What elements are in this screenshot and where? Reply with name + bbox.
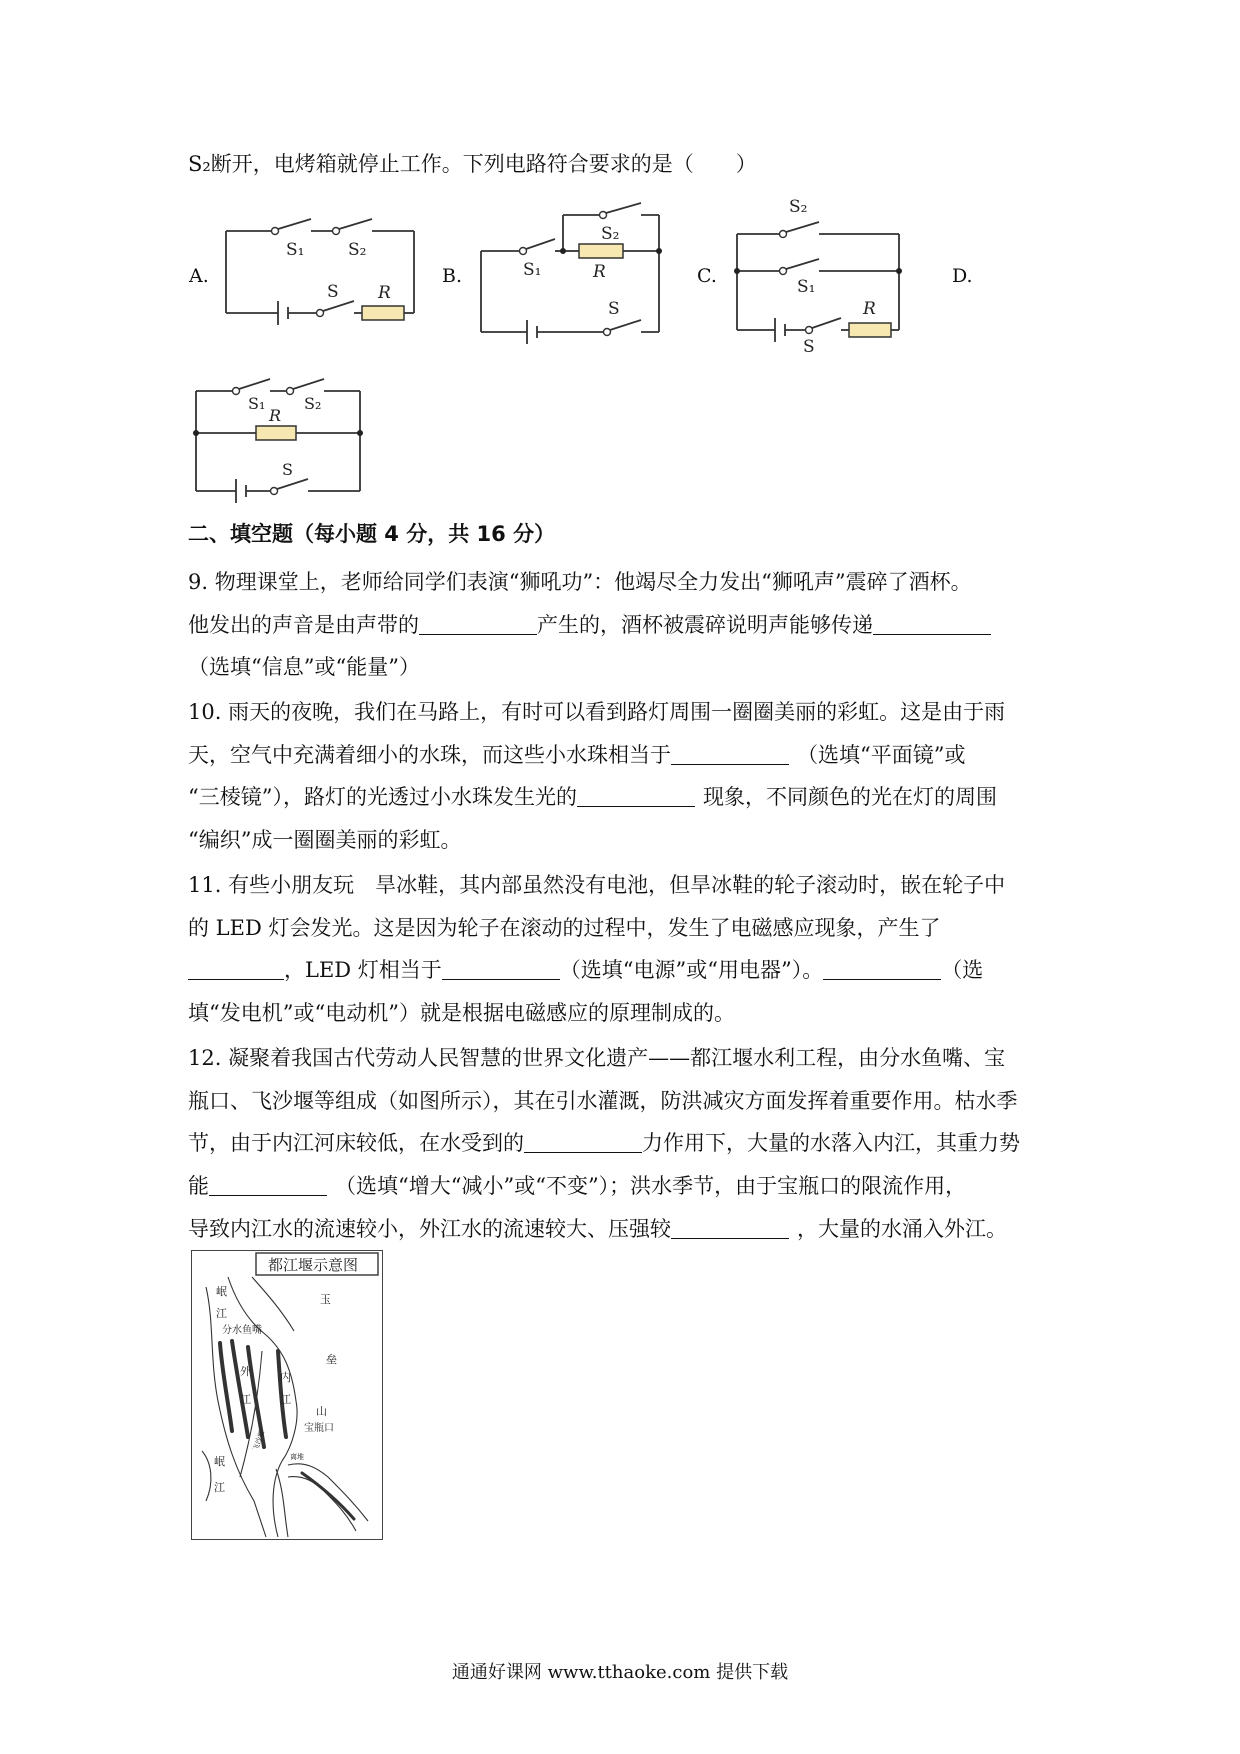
q12-blank-3[interactable] [671, 1216, 789, 1239]
q9-blank-1[interactable] [419, 612, 537, 635]
circuit-d-s1-label: S₁ [248, 394, 266, 413]
question-8-tail: S₂断开，电烤箱就停止工作。下列电路符合要求的是（ ） [188, 152, 757, 176]
circuit-diagram-c [731, 196, 931, 356]
circuit-a-s-label: S [327, 282, 339, 302]
q10-blank-2[interactable] [577, 784, 695, 807]
q12-text-f: ，大量的水涌入外江。 [797, 1217, 1007, 1241]
q12-line-5 [188, 1214, 1007, 1244]
q11-line-2: 的 LED 灯会发光。这是因为轮子在滚动的过程中，发生了电磁感应现象，产生了 [188, 916, 941, 940]
q9-text-a: 他发出的声音是由声带的 [188, 613, 419, 637]
q11-blank-1[interactable] [188, 957, 284, 980]
q11-text-c: （选 [941, 958, 984, 982]
circuit-d-r-label: R [269, 406, 282, 425]
option-d-label: D. [952, 265, 973, 287]
q11-line-4: 填“发电机”或“电动机”）就是根据电磁感应的原理制成的。 [188, 1001, 735, 1025]
q12-line-2: 瓶口、飞沙堰等组成（如图所示），其在引水灌溉，防洪减灾方面发挥着重要作用。枯水季 [188, 1089, 1018, 1113]
q12-blank-2[interactable] [209, 1173, 327, 1196]
q10-line-3 [188, 782, 997, 812]
option-c-label: C. [697, 265, 717, 287]
map-label-baoping: 宝瓶口 [304, 1423, 334, 1434]
dujiangyan-map [191, 1250, 383, 1540]
map-label-nei: 内 [280, 1371, 291, 1384]
q9-text-b: 产生的，酒杯被震碎说明声能够传递 [537, 613, 873, 637]
circuit-c-s1-label: S₁ [797, 277, 816, 297]
q12-text-b: 力作用下，大量的水落入内江，其重力势 [642, 1131, 1020, 1155]
q11-line-3 [188, 955, 983, 985]
q12-text-a: 节，由于内江河床较低，在水受到的 [188, 1131, 524, 1155]
circuit-diagram-d [192, 375, 372, 505]
circuit-a-s1-label: S₁ [286, 240, 305, 260]
q10-text-b: （选填“平面镜”或 [797, 743, 966, 767]
map-label-shan: 山 [316, 1405, 327, 1418]
map-label-feisha: 飞沙堰 [251, 1429, 267, 1453]
map-label-jiang-top: 江 [216, 1307, 227, 1320]
q12-text-e: 导致内江水的流速较小，外江水的流速较大、压强较 [188, 1217, 671, 1241]
q10-line-1: 10. 雨天的夜晚，我们在马路上，有时可以看到路灯周围一圈圈美丽的彩虹。这是由于雨 [188, 700, 1006, 724]
q12-text-c: 能 [188, 1174, 209, 1198]
map-label-yu: 玉 [320, 1293, 331, 1306]
q10-line-2 [188, 740, 965, 770]
circuit-a-s2-label: S₂ [348, 240, 367, 260]
q11-blank-2[interactable] [442, 957, 560, 980]
circuit-diagram-a [220, 205, 420, 335]
q12-line-1: 12. 凝聚着我国古代劳动人民智慧的世界文化遗产——都江堰水利工程，由分水鱼嘴、宝 [188, 1046, 1006, 1070]
map-label-min-top: 岷 [216, 1285, 227, 1298]
map-drawing [192, 1251, 382, 1539]
page-footer: 通通好课网 www.tthaoke.com 提供下载 [451, 1662, 789, 1683]
circuit-diagram-b [475, 195, 675, 340]
q9-line-3: （选填“信息”或“能量”） [188, 655, 420, 679]
q12-line-3 [188, 1128, 1020, 1158]
map-label-waijiang: 江 [240, 1393, 251, 1406]
q10-text-a: 天，空气中充满着细小的水珠，而这些小水珠相当于 [188, 743, 671, 767]
map-label-min-bottom: 岷 [214, 1455, 225, 1468]
q9-line-1: 9. 物理课堂上，老师给同学们表演“狮吼功”：他竭尽全力发出“狮吼声”震碎了酒杯。 [188, 570, 972, 594]
q9-blank-2[interactable] [873, 612, 991, 635]
q11-line-1: 11. 有些小朋友玩 旱冰鞋，其内部虽然没有电池，但旱冰鞋的轮子滚动时，嵌在轮子中 [188, 873, 1006, 897]
q11-blank-3[interactable] [823, 957, 941, 980]
q10-text-c: “三棱镜”），路灯的光透过小水珠发生光的 [188, 785, 577, 809]
q11-text-b: （选填“电源”或“用电器”）。 [559, 958, 824, 982]
map-label-lidui: 离堆 [290, 1453, 304, 1461]
map-label-neijiang: 江 [280, 1393, 291, 1406]
q11-text-a: ，LED 灯相当于 [284, 958, 442, 982]
option-b-label: B. [442, 265, 463, 287]
circuit-d-s-label: S [282, 460, 293, 479]
circuit-b-s2-label: S₂ [601, 224, 620, 244]
q10-blank-1[interactable] [671, 742, 789, 765]
q9-line-2 [188, 610, 991, 640]
circuit-c-r-label: R [863, 299, 876, 319]
circuit-c-s2-label: S₂ [789, 197, 808, 217]
map-title: 都江堰示意图 [268, 1256, 359, 1274]
circuit-c-s-label: S [803, 337, 815, 357]
circuit-d-s2-label: S₂ [304, 394, 322, 413]
circuit-b-s1-label: S₁ [523, 260, 542, 280]
option-a-label: A. [189, 265, 209, 287]
map-label-wai: 外 [240, 1365, 251, 1378]
q10-text-d: 现象，不同颜色的光在灯的周围 [702, 785, 997, 809]
section-heading: 二、填空题（每小题 4 分，共 16 分） [188, 522, 556, 546]
map-label-lei: 垒 [326, 1353, 337, 1366]
circuit-b-r-label: R [593, 262, 606, 282]
q10-line-4: “编织”成一圈圈美丽的彩虹。 [188, 828, 462, 852]
q12-text-d: （选填“增大“减小”或“不变”）；洪水季节，由于宝瓶口的限流作用， [335, 1174, 967, 1198]
map-label-fenshui: 分水鱼嘴 [222, 1325, 262, 1336]
q12-blank-1[interactable] [524, 1130, 642, 1153]
circuit-b-s-label: S [608, 299, 620, 319]
circuit-a-r-label: R [378, 283, 391, 303]
q12-line-4 [188, 1171, 966, 1201]
map-label-jiang-bottom: 江 [214, 1481, 225, 1494]
